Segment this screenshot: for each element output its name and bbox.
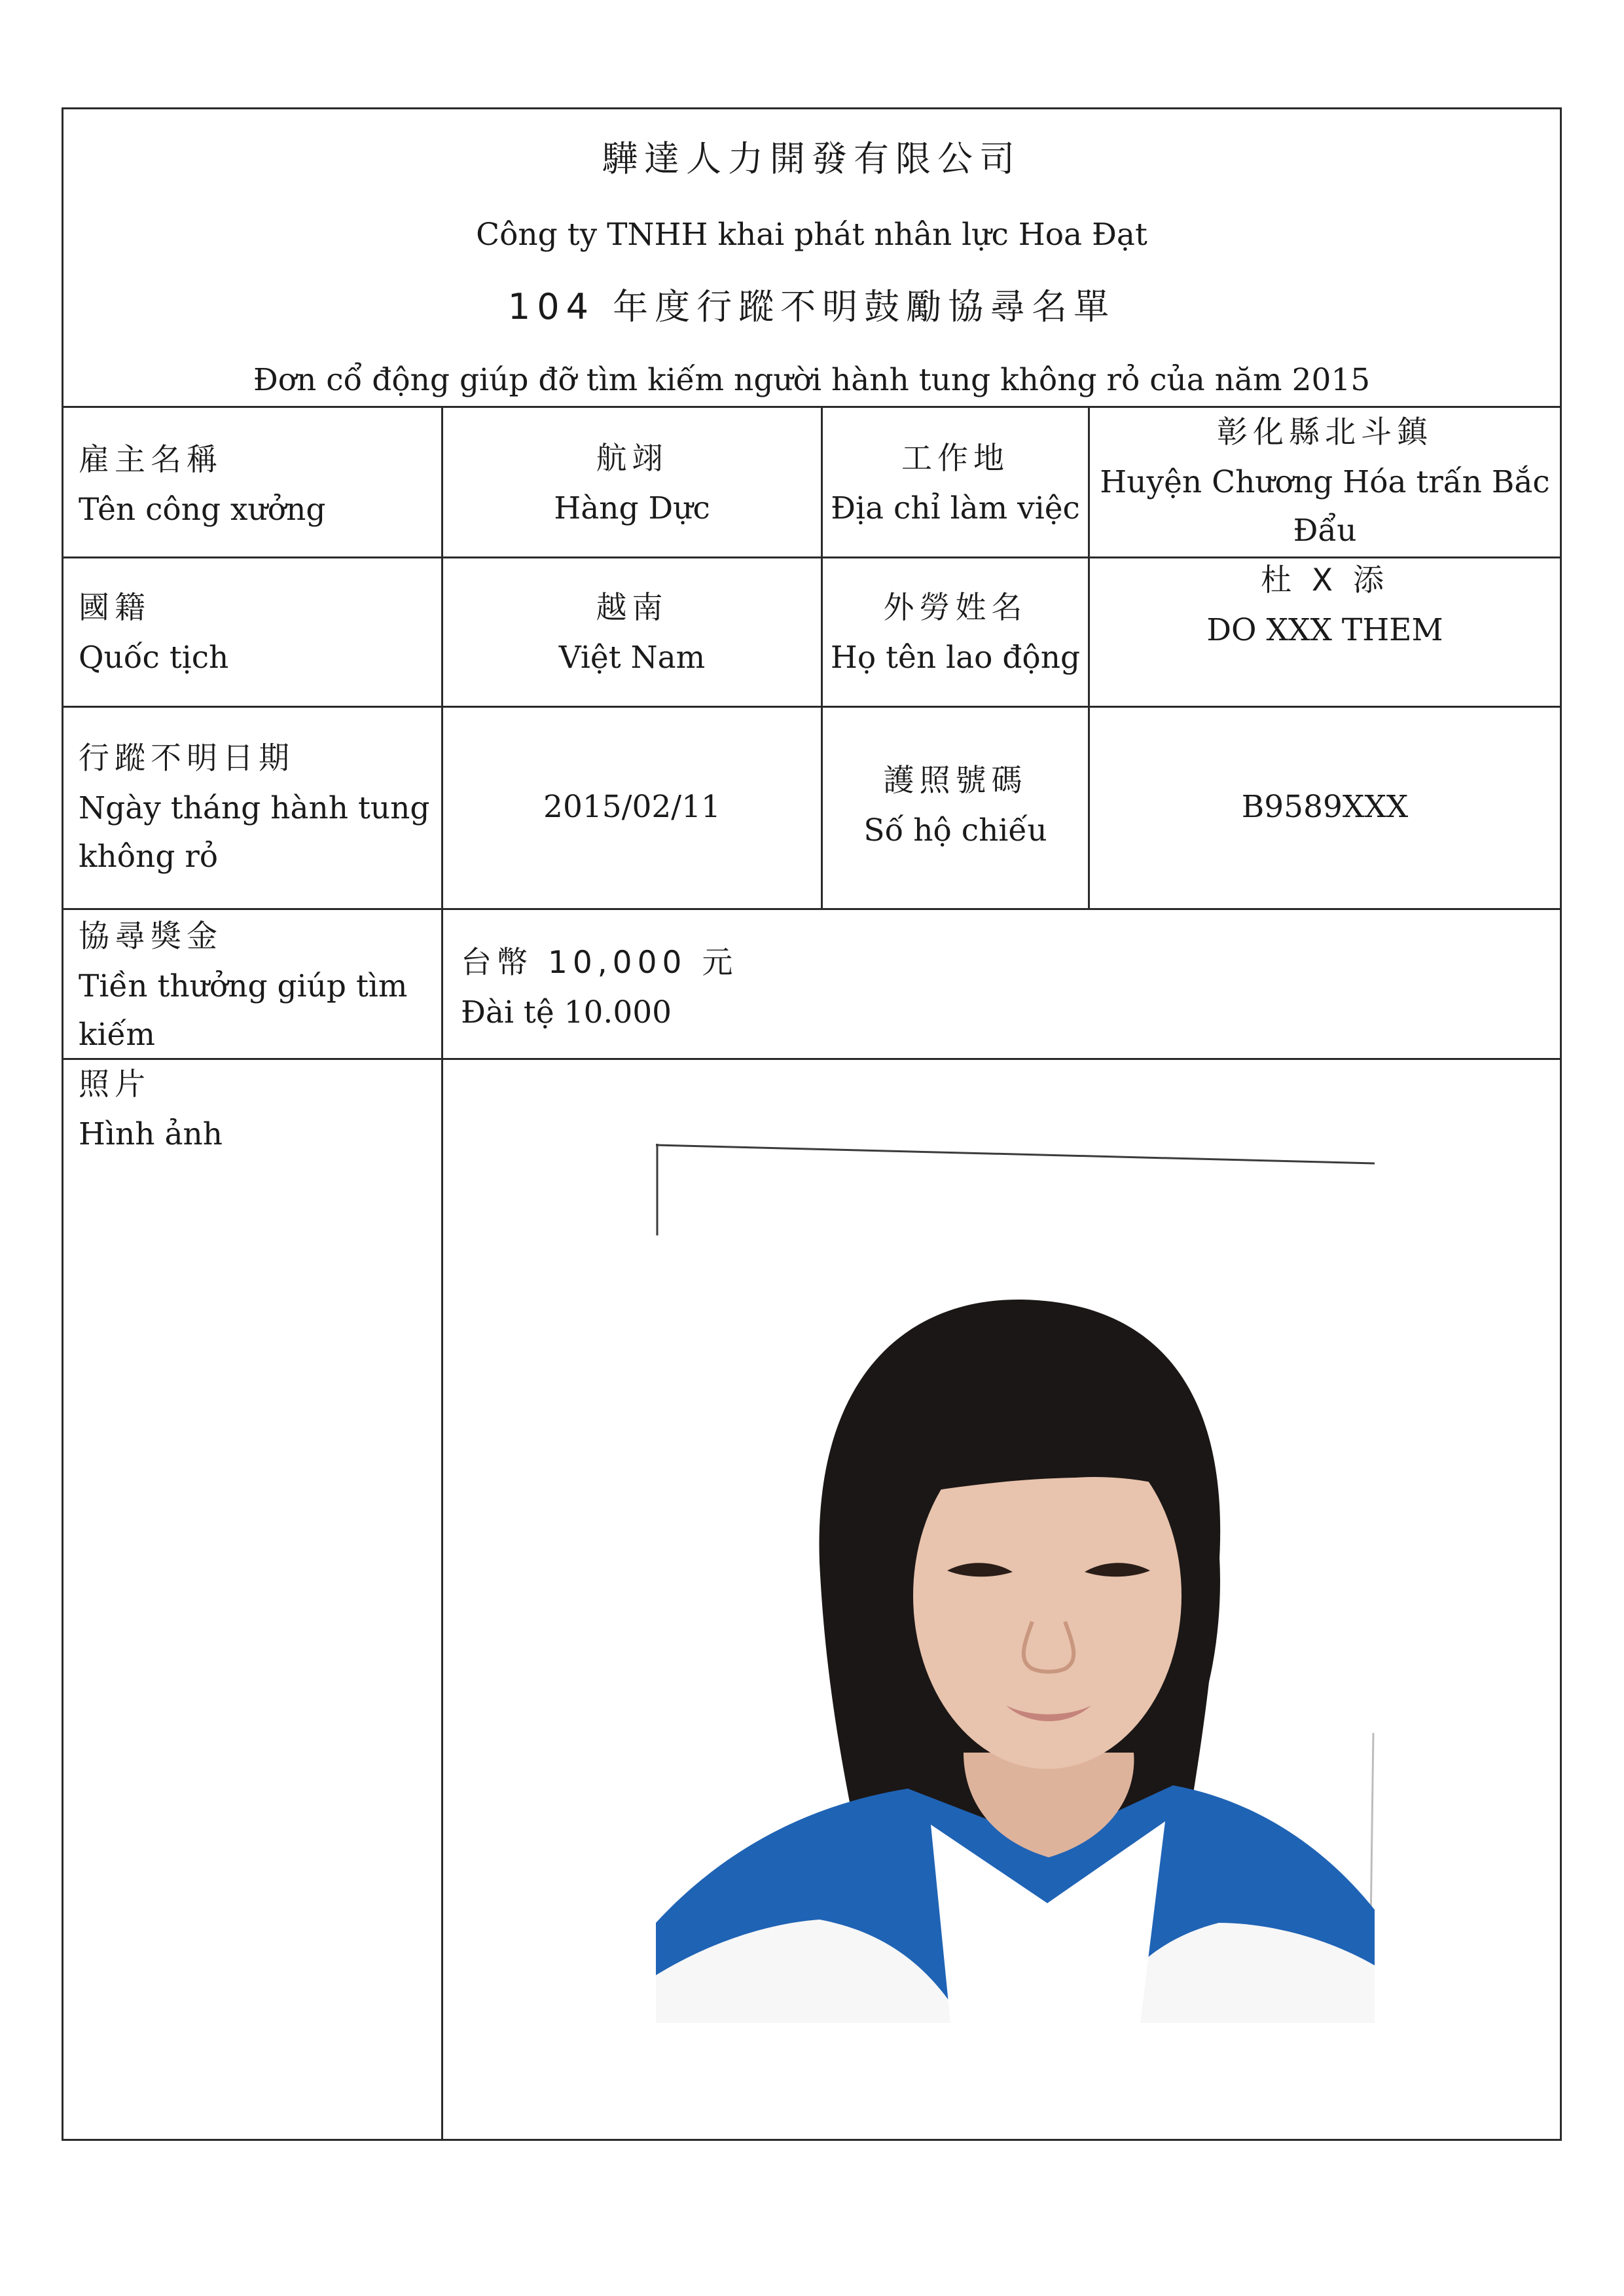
border-left xyxy=(62,107,63,2141)
rule-row4 xyxy=(62,1058,1562,1060)
form-title-zh: 104 年度行蹤不明鼓勵協尋名單 xyxy=(507,286,1116,327)
missing-date-value: 2015/02/11 xyxy=(543,789,721,825)
reward-value-zh: 台幣 10,000 元 xyxy=(461,945,738,981)
border-right xyxy=(1560,107,1562,2141)
employer-value-vi: Hàng Dực xyxy=(554,490,710,526)
reward-label-zh: 協尋獎金 xyxy=(79,919,223,955)
reward-label-vi-1: Tiền thưởng giúp tìm xyxy=(79,968,408,1004)
workplace-value-vi-1: Huyện Chương Hóa trấn Bắc xyxy=(1100,464,1550,500)
employer-value-zh: 航翊 xyxy=(596,441,668,477)
document-form xyxy=(62,107,1562,2141)
reward-value-vi: Đài tệ 10.000 xyxy=(461,994,672,1030)
rule-row3 xyxy=(62,908,1562,910)
reward-label-vi-2: kiếm xyxy=(79,1017,155,1053)
portrait-image xyxy=(656,1144,1375,2023)
rule-row2 xyxy=(62,706,1562,708)
worker-name-value-vi: DO XXX THEM xyxy=(1206,612,1443,648)
company-name-zh: 驊達人力開發有限公司 xyxy=(602,138,1021,179)
form-title-vi: Đơn cổ động giúp đỡ tìm kiếm người hành tung không rỏ của năm 2015 xyxy=(253,362,1371,398)
workplace-label-vi: Địa chỉ làm việc xyxy=(831,490,1080,526)
employer-label-zh: 雇主名稱 xyxy=(79,442,223,478)
photo-label-zh: 照片 xyxy=(79,1066,151,1102)
photo-label-vi: Hình ảnh xyxy=(79,1116,223,1152)
border-bottom xyxy=(62,2139,1562,2141)
employer-label-vi: Tên công xưởng xyxy=(79,492,326,528)
nationality-label-vi: Quốc tịch xyxy=(79,640,229,676)
nationality-value-zh: 越南 xyxy=(596,590,668,626)
passport-label-zh: 護照號碼 xyxy=(883,763,1028,799)
missing-date-label-vi-2: không rỏ xyxy=(79,839,219,875)
rule-header xyxy=(62,406,1562,408)
nationality-value-vi: Việt Nam xyxy=(558,640,706,676)
workplace-value-zh: 彰化縣北斗鎮 xyxy=(1217,414,1433,450)
worker-photo xyxy=(656,1144,1375,2023)
workplace-value-vi-2: Đẩu xyxy=(1293,513,1357,549)
missing-date-label-vi-1: Ngày tháng hành tung xyxy=(79,790,430,826)
missing-date-label-zh: 行蹤不明日期 xyxy=(79,740,295,776)
nationality-label-zh: 國籍 xyxy=(79,590,151,626)
company-name-vi: Công ty TNHH khai phát nhân lực Hoa Đạt xyxy=(476,217,1147,253)
worker-name-label-zh: 外勞姓名 xyxy=(883,590,1028,626)
workplace-label-zh: 工作地 xyxy=(901,441,1009,477)
border-top xyxy=(62,107,1562,109)
worker-name-label-vi: Họ tên lao động xyxy=(830,640,1081,676)
passport-label-vi: Số hộ chiếu xyxy=(863,812,1047,848)
worker-name-value-zh: 杜 X 添 xyxy=(1260,562,1390,598)
passport-number: B9589XXX xyxy=(1241,789,1409,825)
